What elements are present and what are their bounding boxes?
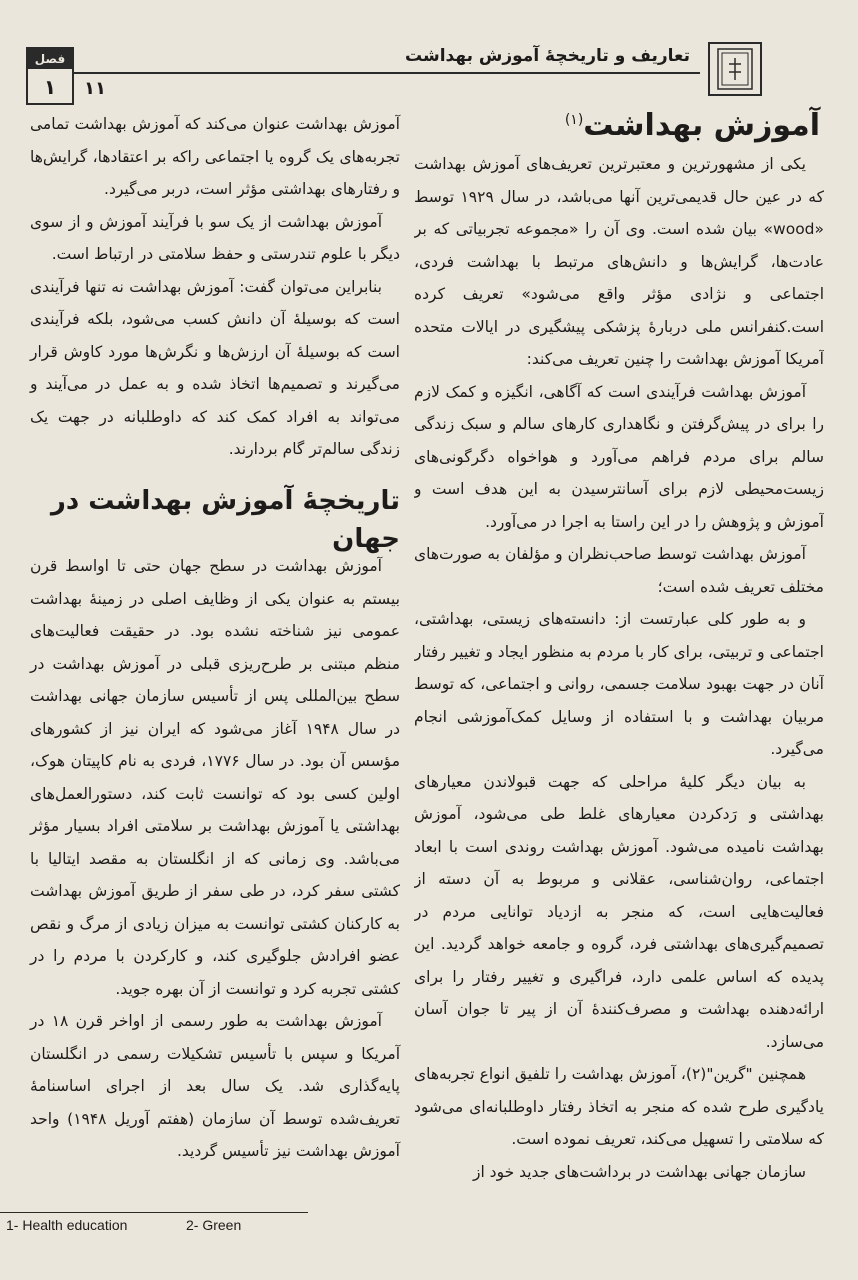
paragraph: آموزش بهداشت به طور رسمی از اواخر قرن ۱۸ در آمریکا و سپس با تأسیس تشکیلات رسمی در انگلستان پایه‌گذاری شد. یک سال بعد از اجرای اساسنامهٔ تعریف‌شده توسط آن سازمان (هفتم آوریل ۱۹۴۸) واحد آموزش بهداشت نیز تأسیس گردید.: [30, 1012, 400, 1160]
paragraph: یکی از مشهورترین و معتبرترین تعریف‌های آموزش بهداشت که در عین حال قدیمی‌ترین آنها می‌باشد، در سال ۱۹۲۹ توسط «wood» بیان شده است. وی آن را «مجموعه تجربیاتی که بر عادت‌ها، گرایش‌ها و دانش‌های مرتبط با بهداشت فردی، اجتماعی و نژادی مؤثر واقع می‌شود» تعریف کرده است.کنفرانس ملی دربارهٔ پزشکی پیشگیری در ایالات متحده آمریکا آموزش بهداشت را چنین تعریف می‌کند:: [414, 155, 824, 368]
paragraph: سازمان جهانی بهداشت در برداشت‌های جدید خود از: [472, 1162, 806, 1181]
section-heading-history: تاریخچهٔ آموزش بهداشت در جهان: [50, 486, 400, 554]
footnote-rule: [0, 1212, 308, 1213]
chapter-badge: [26, 47, 74, 105]
paragraph: به بیان دیگر کلیهٔ مراحلی که جهت قبولاندن معیارهای بهداشتی و رَدکردن معیارهای غلط طی می‌شود، آموزش بهداشت نامیده می‌شود. آموزش بهداشت روندی است با ابعاد اجتماعی، روان‌شناسی، عقلانی و مربوط به آن دسته از فعالیت‌هایی است، که منجر به ازدیاد توانایی مردم در تصمیم‌گیری‌های بهداشتی فرد، گروه و جامعه خواهد گردید. این پدیده که اساس علمی دارد، فراگیری و تغییر رفتار را برای ارائه‌دهنده بهداشت و مصرف‌کنندهٔ آن از پیر تا جوان آسان می‌سازد.: [414, 772, 824, 1051]
paragraph: آموزش بهداشت عنوان می‌کند که آموزش بهداشت تمامی تجربه‌های یک گروه یا اجتماعی راکه بر اعتقادها، گرایش‌ها و رفتارهای بهداشتی مؤثر است، دربر می‌گیرد.: [30, 115, 400, 198]
left-column-top: [30, 108, 400, 466]
paragraph: آموزش بهداشت توسط صاحب‌نظران و مؤلفان به صورت‌های مختلف تعریف شده است؛: [414, 545, 824, 596]
publisher-logo-icon: [708, 42, 762, 96]
header-rule: [72, 72, 700, 74]
left-column-bottom: [30, 550, 400, 1168]
paragraph: بنابراین می‌توان گفت: آموزش بهداشت نه تنها فرآیندی است که بوسیلهٔ آن دانش کسب می‌شود، بلکه فرآیندی است که بوسیلهٔ آن ارزش‌ها و نگرش‌ها مورد کاوش قرار می‌گیرند و تصمیم‌ها اتخاذ شده و به عمل در می‌آیند و می‌تواند به افراد کمک کند که داوطلبانه در جهت یک زندگی سالم‌تر گام بردارند.: [30, 277, 400, 458]
page-number: ۱۱: [84, 78, 106, 99]
footnote-1: 1- Health education: [6, 1217, 128, 1233]
paragraph: همچنین "گرین"(۲)، آموزش بهداشت را تلفیق انواع تجربه‌های یادگیری طرح شده که منجر به اتخاذ رفتار داوطلبانه‌ای می‌شود که سلامتی را تسهیل می‌کند، تعریف نموده است.: [414, 1065, 824, 1148]
paragraph: آموزش بهداشت از یک سو با فرآیند آموزش و از سوی دیگر با علوم تندرستی و حفظ سلامتی در ارتباط است.: [30, 212, 400, 263]
right-column: [414, 136, 824, 1268]
footnote-ref-1: (۱): [564, 112, 584, 128]
heading-text: آموزش بهداشت: [583, 108, 820, 143]
footnote-2: 2- Green: [186, 1217, 242, 1233]
paragraph: و به طور کلی عبارتست از: دانسته‌های زیستی، بهداشتی، اجتماعی و تربیتی، برای کار با مردم به منظور ایجاد و تغییر رفتار آنان در جهت بهبود سلامت جسمی، روانی و اجتماعی، که توسط مربیان بهداشت و با استفاده از وسایل کمک‌آموزشی انجام می‌گیرد.: [414, 610, 824, 758]
running-title: تعاریف و تاریخچهٔ آموزش بهداشت: [405, 46, 690, 66]
paragraph: آموزش بهداشت فرآیندی است که آگاهی، انگیزه و کمک لازم را برای در پیش‌گرفتن و نگاهداری کارهای سالم و سبک زندگی سالم برای مردم فراهم می‌آورد و هواخواه دگرگونی‌های زیست‌محیطی لازم برای آسانترسیدن به این هدف است و آموزش و پژوهش را در این راستا به اجرا در می‌آورد.: [414, 382, 824, 531]
chapter-number: ۱: [43, 75, 57, 99]
chapter-label: فصل: [28, 49, 72, 69]
paragraph: آموزش بهداشت در سطح جهان حتی تا اواسط قرن بیستم به عنوان یکی از وظایف اصلی در زمینهٔ بهداشت عمومی نیز شناخته نشده بود. در حقیقت فعالیت‌های منظم مبتنی بر طرح‌ریزی قبلی در آموزش بهداشت در سطح بین‌المللی پس از تأسیس سازمان جهانی بهداشت در سال ۱۹۴۸ آغاز می‌شود که ایران نیز از کشورهای مؤسس آن بود. در سال ۱۷۷۶، فردی به نام کاپیتان هوک، اولین کسی بود که توانست ثابت کند، دستورالعمل‌های بهداشتی یا آموزش بهداشت بر سلامتی افراد بسیار مؤثر می‌باشد. وی زمانی که از انگلستان به مقصد ایتالیا با کشتی سفر کرد، در طی سفر از طریق آموزش بهداشت به کارکنان کشتی توانست به میزان زیادی از مرگ و نقص عضو افرادش جلوگیری کند، و کارکردن با مردم را در کشتی تجربه کرد و توانست از آن بهره جوید.: [30, 557, 401, 998]
